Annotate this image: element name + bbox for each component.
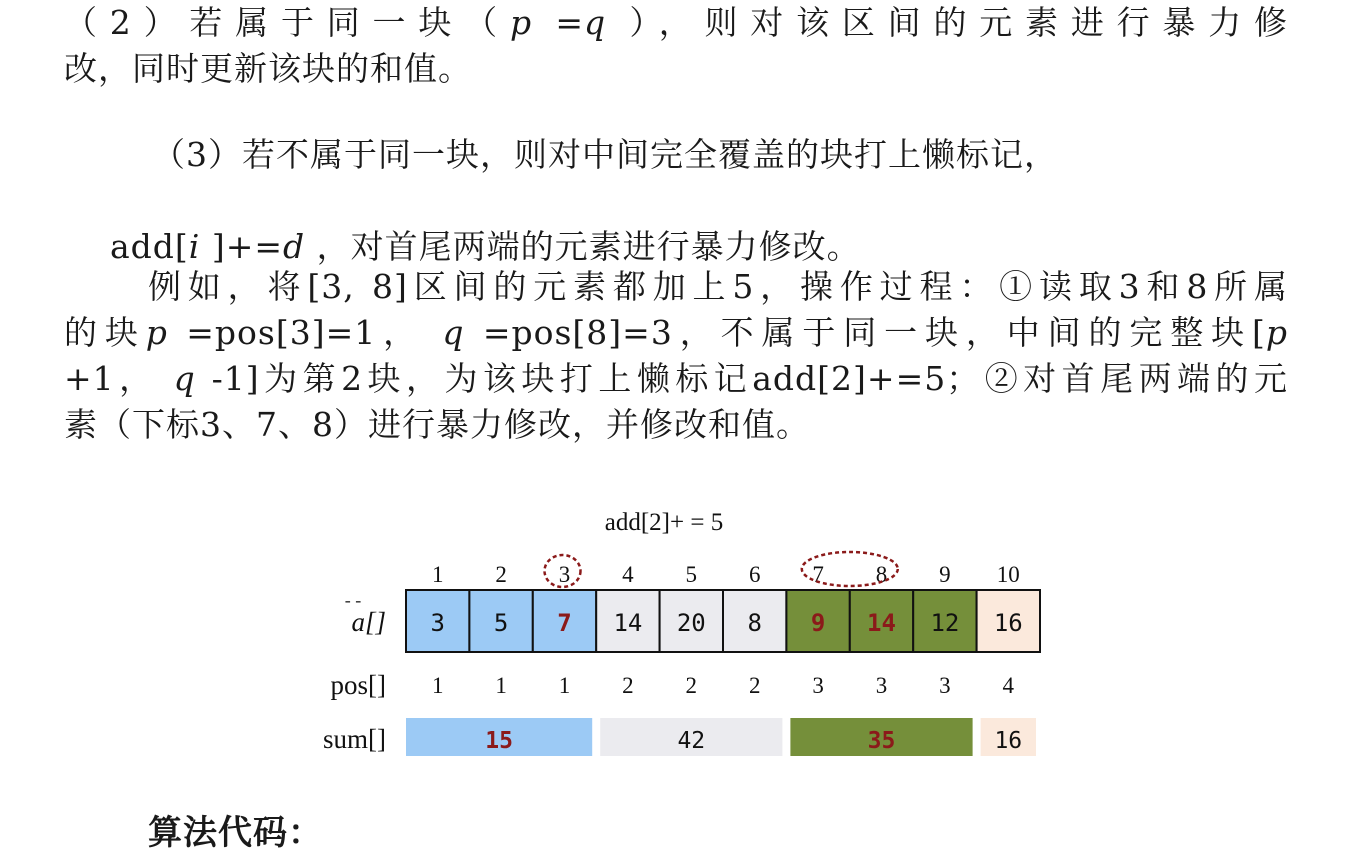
text-line: （3）若不属于同一块，则对中间完全覆盖的块打上懒标记， [152,135,1058,174]
text-line: 的块p =pos[3]=1， q =pos[8]=3，不属于同一块，中间的完整块[p [64,313,1288,352]
sum-value: 35 [867,728,896,754]
text-line: （2）若属于同一块（p =q ），则对该区间的元素进行暴力修 [64,3,1289,42]
index-label: 5 [685,562,698,587]
text-line: add[i ]+=d ，对首尾两端的元素进行暴力修改。 [109,227,861,266]
pos-value: 1 [558,673,571,698]
modified-index-circles [545,552,898,587]
pos-value: 4 [1002,673,1015,698]
sum-value: 16 [994,728,1023,754]
index-row [432,562,1020,587]
a-cell-value: 9 [810,609,826,637]
pos-value: 1 [495,673,507,698]
section-heading: 算法代码： [148,813,323,853]
text-line: +1， q -1]为第2块，为该块打上懒标记add[2]+=5；②对首尾两端的元 [64,359,1288,398]
a-cell-value: 20 [676,609,706,637]
pos-value: 3 [939,673,951,698]
a-cell-value: 14 [613,609,643,637]
sum-value: 15 [485,728,513,754]
index-label: 4 [622,562,634,587]
index-label: 10 [996,562,1020,587]
index-label: 9 [939,562,951,587]
pos-value: 2 [685,673,698,698]
pos-value: 3 [875,673,888,698]
sum-value: 42 [677,728,706,754]
pos-array-row [432,673,1015,698]
pos-value: 2 [748,673,761,698]
text-line: 素（下标3、7、8）进行暴力修改，并修改和值。 [64,405,810,444]
a-cell-value: 16 [993,609,1023,637]
index-label: 1 [431,562,444,587]
a-cell-value: 5 [493,609,509,637]
index-label: 8 [875,562,888,587]
pos-value: 2 [622,673,634,698]
index-label: 3 [558,562,571,587]
a-label-prefix: - - [344,590,362,610]
a-cell-value: 7 [557,609,572,637]
a-cell-value: 8 [747,609,762,637]
sum-array-row [406,718,1036,756]
a-cell-value: 3 [430,609,445,637]
text-line: 例如，将[3, 8]区间的元素都加上5，操作过程：①读取3和8所属 [148,267,1288,306]
index-label: 6 [748,562,761,587]
a-array-row [406,590,1040,652]
pos-row-label: pos[] [330,670,386,700]
text-line: 改，同时更新该块的和值。 [64,49,472,88]
pos-value: 1 [431,673,444,698]
pos-value: 3 [812,673,824,698]
a-row-label: a[] [351,607,386,637]
index-label: 7 [812,562,824,587]
a-cell-value: 12 [930,609,960,637]
lazy-tag-title: add[2]+ = 5 [604,509,724,536]
sum-row-label: sum[] [323,724,386,754]
a-cell-value: 14 [867,609,896,637]
index-label: 2 [495,562,507,587]
